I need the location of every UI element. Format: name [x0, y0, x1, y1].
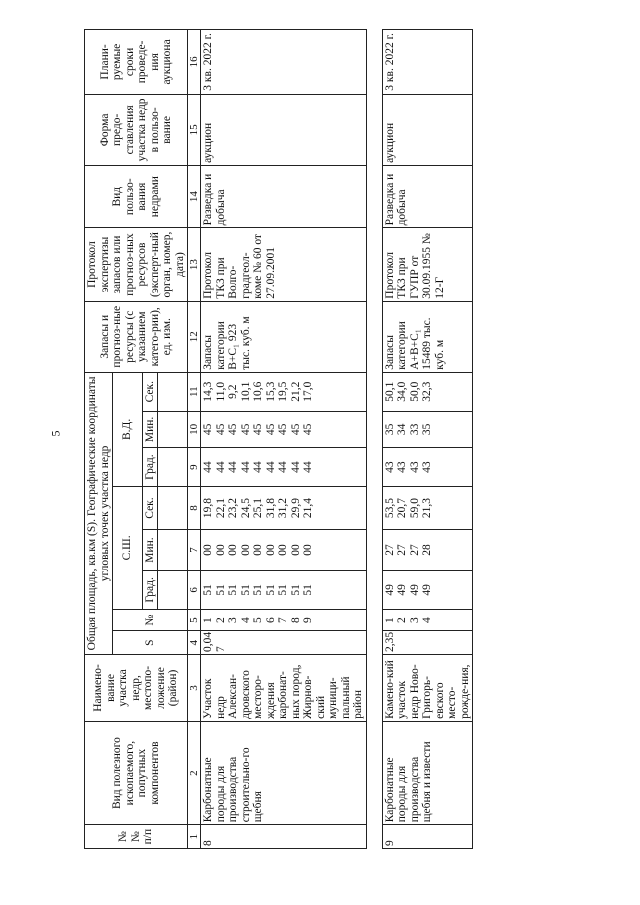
point-value: 5: [252, 617, 264, 623]
lat-min-cell: [201, 530, 367, 571]
lat-sec-value: 19,8: [202, 497, 214, 519]
column-number: 10: [188, 411, 201, 448]
lon-deg-value: 44: [214, 461, 227, 473]
lat-deg-value: 49: [421, 584, 433, 596]
area-cell: 2,35: [382, 631, 473, 655]
lat-deg-value: 49: [408, 584, 421, 596]
header-use: Вид пользо-вания недрами: [85, 165, 188, 228]
lat-sec-value: 21,4: [302, 497, 314, 519]
point-value: 2: [214, 617, 227, 623]
lat-min-value: 00: [289, 544, 302, 556]
lat-min-value: 00: [202, 544, 214, 556]
header-coordinates: Общая площадь, кв.км (S). Географические координаты угловых точек участка недр: [85, 372, 113, 654]
column-number: 11: [188, 372, 201, 411]
point-value: 1: [202, 617, 214, 623]
point-value: 7: [277, 617, 289, 623]
lon-sec-value: 34,0: [396, 381, 408, 402]
lon-min-value: 33: [408, 423, 421, 436]
header-north-latitude: С.Ш.: [113, 486, 143, 609]
lon-deg-value: 44: [302, 461, 314, 473]
lon-sec-value: 15,3: [264, 381, 277, 402]
lon-deg-cell: [382, 448, 473, 487]
row-number: 8: [201, 825, 367, 849]
column-number: 2: [188, 721, 201, 824]
header-spacer: [158, 411, 188, 448]
header-lon-min: Мин.: [142, 411, 158, 448]
lon-deg-value: 43: [396, 461, 408, 473]
lon-sec-value: 19,5: [277, 381, 289, 402]
lon-deg-value: 43: [383, 461, 396, 473]
lat-deg-value: 51: [264, 584, 277, 596]
lat-deg-value: 51: [252, 584, 264, 596]
point-value: 4: [239, 617, 252, 623]
lat-min-value: 27: [383, 544, 396, 556]
header-site: Наимено-вание участка недр, местопо-ложение (район): [85, 655, 188, 722]
lon-min-cell: [382, 411, 473, 448]
point-value: 1: [383, 617, 396, 623]
reserves-cell: Запасы категории B+C₁ 923 тыс. куб. м: [201, 301, 367, 372]
lon-sec-value: 9,2: [227, 384, 239, 399]
lat-deg-value: 51: [227, 584, 239, 596]
lat-min-value: 00: [252, 544, 264, 556]
header-spacer: [158, 530, 188, 571]
row-number: 9: [382, 825, 473, 849]
lon-min-value: 45: [289, 423, 302, 436]
lon-min-value: 45: [277, 423, 289, 436]
lon-deg-value: 44: [264, 461, 277, 473]
subsoil-sites-table: [84, 29, 473, 849]
lon-min-value: 45: [264, 423, 277, 436]
header-mineral: Вид полезного ископаемого, попутных компонентов: [85, 721, 188, 824]
lon-min-value: 35: [383, 423, 396, 436]
lat-sec-value: 22,1: [214, 497, 227, 519]
lat-deg-value: 51: [239, 584, 252, 596]
lat-sec-value: 31,8: [264, 497, 277, 519]
protocol-cell: Протокол ТКЗ при ГУПР от 30.09.1955 № 12-Г: [382, 228, 473, 301]
lat-sec-value: 25,1: [252, 497, 264, 519]
lat-deg-value: 51: [277, 584, 289, 596]
lon-sec-value: 50,1: [383, 381, 396, 402]
table-row: [366, 30, 382, 849]
mineral-cell: Карбонатные породы для производства щебня и извести: [382, 721, 473, 824]
lon-deg-value: 43: [408, 461, 421, 473]
point-value: 3: [408, 617, 421, 623]
lat-sec-cell: [201, 486, 367, 529]
header-spacer: [158, 486, 188, 529]
lat-min-cell: [382, 530, 473, 571]
protocol-cell: Протокол ТКЗ при Волго-градгеол-коме № 60 от 27.09.2001: [201, 228, 367, 301]
table-row: [382, 30, 473, 849]
mineral-cell: Карбонатные породы для производства строительно-го щебня: [201, 721, 367, 824]
lon-sec-cell: [201, 372, 367, 411]
lat-deg-value: 49: [383, 584, 396, 596]
header-number: № № п/п: [85, 825, 188, 849]
lat-sec-value: 20,7: [396, 497, 408, 519]
site-cell: Камено-кий участок недр Ново-Григорь-евского место-рожде-ния,: [382, 655, 473, 722]
header-lon-sec: Сек.: [142, 372, 158, 411]
lat-sec-value: 53,5: [383, 497, 396, 519]
lat-min-value: 00: [239, 544, 252, 556]
column-number: 13: [188, 228, 201, 301]
lon-deg-value: 44: [277, 461, 289, 473]
column-number: 7: [188, 530, 201, 571]
header-east-longitude: В.Д.: [113, 372, 143, 486]
column-number: 6: [188, 571, 201, 610]
lon-min-cell: [201, 411, 367, 448]
area-cell: 0,04 7: [201, 631, 367, 655]
point-value: 6: [264, 617, 277, 623]
lat-min-value: 00: [214, 544, 227, 556]
column-number: 16: [188, 30, 201, 95]
column-number: 5: [188, 609, 201, 631]
lon-sec-value: 50,0: [408, 381, 421, 402]
lat-sec-value: 21,3: [421, 497, 433, 519]
lat-deg-value: 51: [289, 584, 302, 596]
lat-min-value: 00: [277, 544, 289, 556]
column-number: 8: [188, 486, 201, 529]
header-spacer: [158, 571, 188, 610]
lon-sec-value: 14,3: [202, 381, 214, 402]
table-header: [85, 30, 201, 849]
column-number: 9: [188, 448, 201, 487]
lat-min-value: 00: [302, 544, 314, 556]
header-reserves: Запасы и прогноз-ные ресурсы (с указанием катего-рии), ед. изм.: [85, 301, 188, 372]
lon-min-value: 45: [252, 423, 264, 436]
lon-min-value: 45: [227, 423, 239, 436]
point-value: 2: [396, 617, 408, 623]
header-spacer: [158, 448, 188, 487]
column-number: 15: [188, 94, 201, 165]
lat-sec-value: 31,2: [277, 497, 289, 519]
lon-deg-value: 44: [227, 461, 239, 473]
lon-sec-value: 10,1: [239, 381, 252, 402]
lon-min-value: 34: [396, 423, 408, 436]
header-lat-sec: Сек.: [142, 486, 158, 529]
point-value: 8: [289, 617, 302, 623]
form-cell: аукцион: [201, 94, 367, 165]
header-spacer: [158, 372, 188, 411]
column-number: 12: [188, 301, 201, 372]
use-cell: Разведка и добыча: [201, 165, 367, 228]
page-number: 5: [48, 430, 63, 437]
lon-deg-value: 44: [239, 461, 252, 473]
lon-sec-cell: [382, 372, 473, 411]
lon-deg-value: 44: [289, 461, 302, 473]
point-value: 3: [227, 617, 239, 623]
point-value: 4: [421, 617, 433, 623]
lon-min-value: 45: [239, 423, 252, 436]
column-number: 3: [188, 655, 201, 722]
lon-sec-value: 10,6: [252, 381, 264, 402]
lat-deg-value: 51: [214, 584, 227, 596]
header-area: S: [113, 631, 188, 655]
dates-cell: 3 кв. 2022 г.: [382, 30, 473, 95]
column-number: 14: [188, 165, 201, 228]
lat-sec-value: 29,9: [289, 497, 302, 519]
use-cell: Разведка и добыча: [382, 165, 473, 228]
lon-deg-value: 43: [421, 461, 433, 473]
lon-deg-cell: [201, 448, 367, 487]
lon-sec-value: 21,2: [289, 381, 302, 402]
lat-min-value: 28: [421, 544, 433, 556]
dates-cell: 3 кв. 2022 г.: [201, 30, 367, 95]
lat-sec-value: 23,2: [227, 497, 239, 519]
lat-min-value: 27: [408, 544, 421, 556]
lon-min-value: 45: [302, 423, 314, 436]
header-dates: Плани-руемые сроки проведе-ния аукциона: [85, 30, 188, 95]
header-lon-deg: Град.: [142, 448, 158, 487]
lat-deg-cell: [201, 571, 367, 610]
lon-sec-value: 32,3: [421, 381, 433, 402]
lat-deg-value: 51: [202, 584, 214, 596]
column-number: 4: [188, 631, 201, 655]
lat-min-value: 00: [264, 544, 277, 556]
header-protocol: Протокол экспертизы запасов или прогноз-ных ресурсов (эксперт-ный орган, номер, дата): [85, 228, 188, 301]
site-cell: Участок недр Алексан-дровского месторо-ждения карбонат-ных пород, Жирнов-ский муници-пальный район: [201, 655, 367, 722]
point-value: 9: [302, 617, 314, 623]
lat-deg-value: 51: [302, 584, 314, 596]
column-number: 1: [188, 825, 201, 849]
header-point: №: [113, 609, 188, 631]
lon-min-value: 35: [421, 423, 433, 436]
lat-min-value: 27: [396, 544, 408, 556]
lon-min-value: 45: [202, 423, 214, 436]
lon-deg-value: 44: [202, 461, 214, 473]
header-form: Форма предо-ставления участка недр в пользо-вание: [85, 94, 188, 165]
lat-min-value: 00: [227, 544, 239, 556]
reserves-cell: Запасы категории A+B+C₁ 15489 тыс. куб. м: [382, 301, 473, 372]
lon-sec-value: 17,0: [302, 381, 314, 402]
row-gap: [366, 30, 382, 849]
table-row: [201, 30, 367, 849]
header-lat-min: Мин.: [142, 530, 158, 571]
lat-deg-value: 49: [396, 584, 408, 596]
lat-sec-cell: [382, 486, 473, 529]
form-cell: аукцион: [382, 94, 473, 165]
lon-sec-value: 11,0: [214, 381, 227, 402]
lat-sec-value: 24,5: [239, 497, 252, 519]
header-lat-deg: Град.: [142, 571, 158, 610]
lat-sec-value: 59,0: [408, 497, 421, 519]
lon-min-value: 45: [214, 423, 227, 436]
points-cell: [382, 609, 473, 631]
lon-deg-value: 44: [252, 461, 264, 473]
lat-deg-cell: [382, 571, 473, 610]
points-cell: [201, 609, 367, 631]
